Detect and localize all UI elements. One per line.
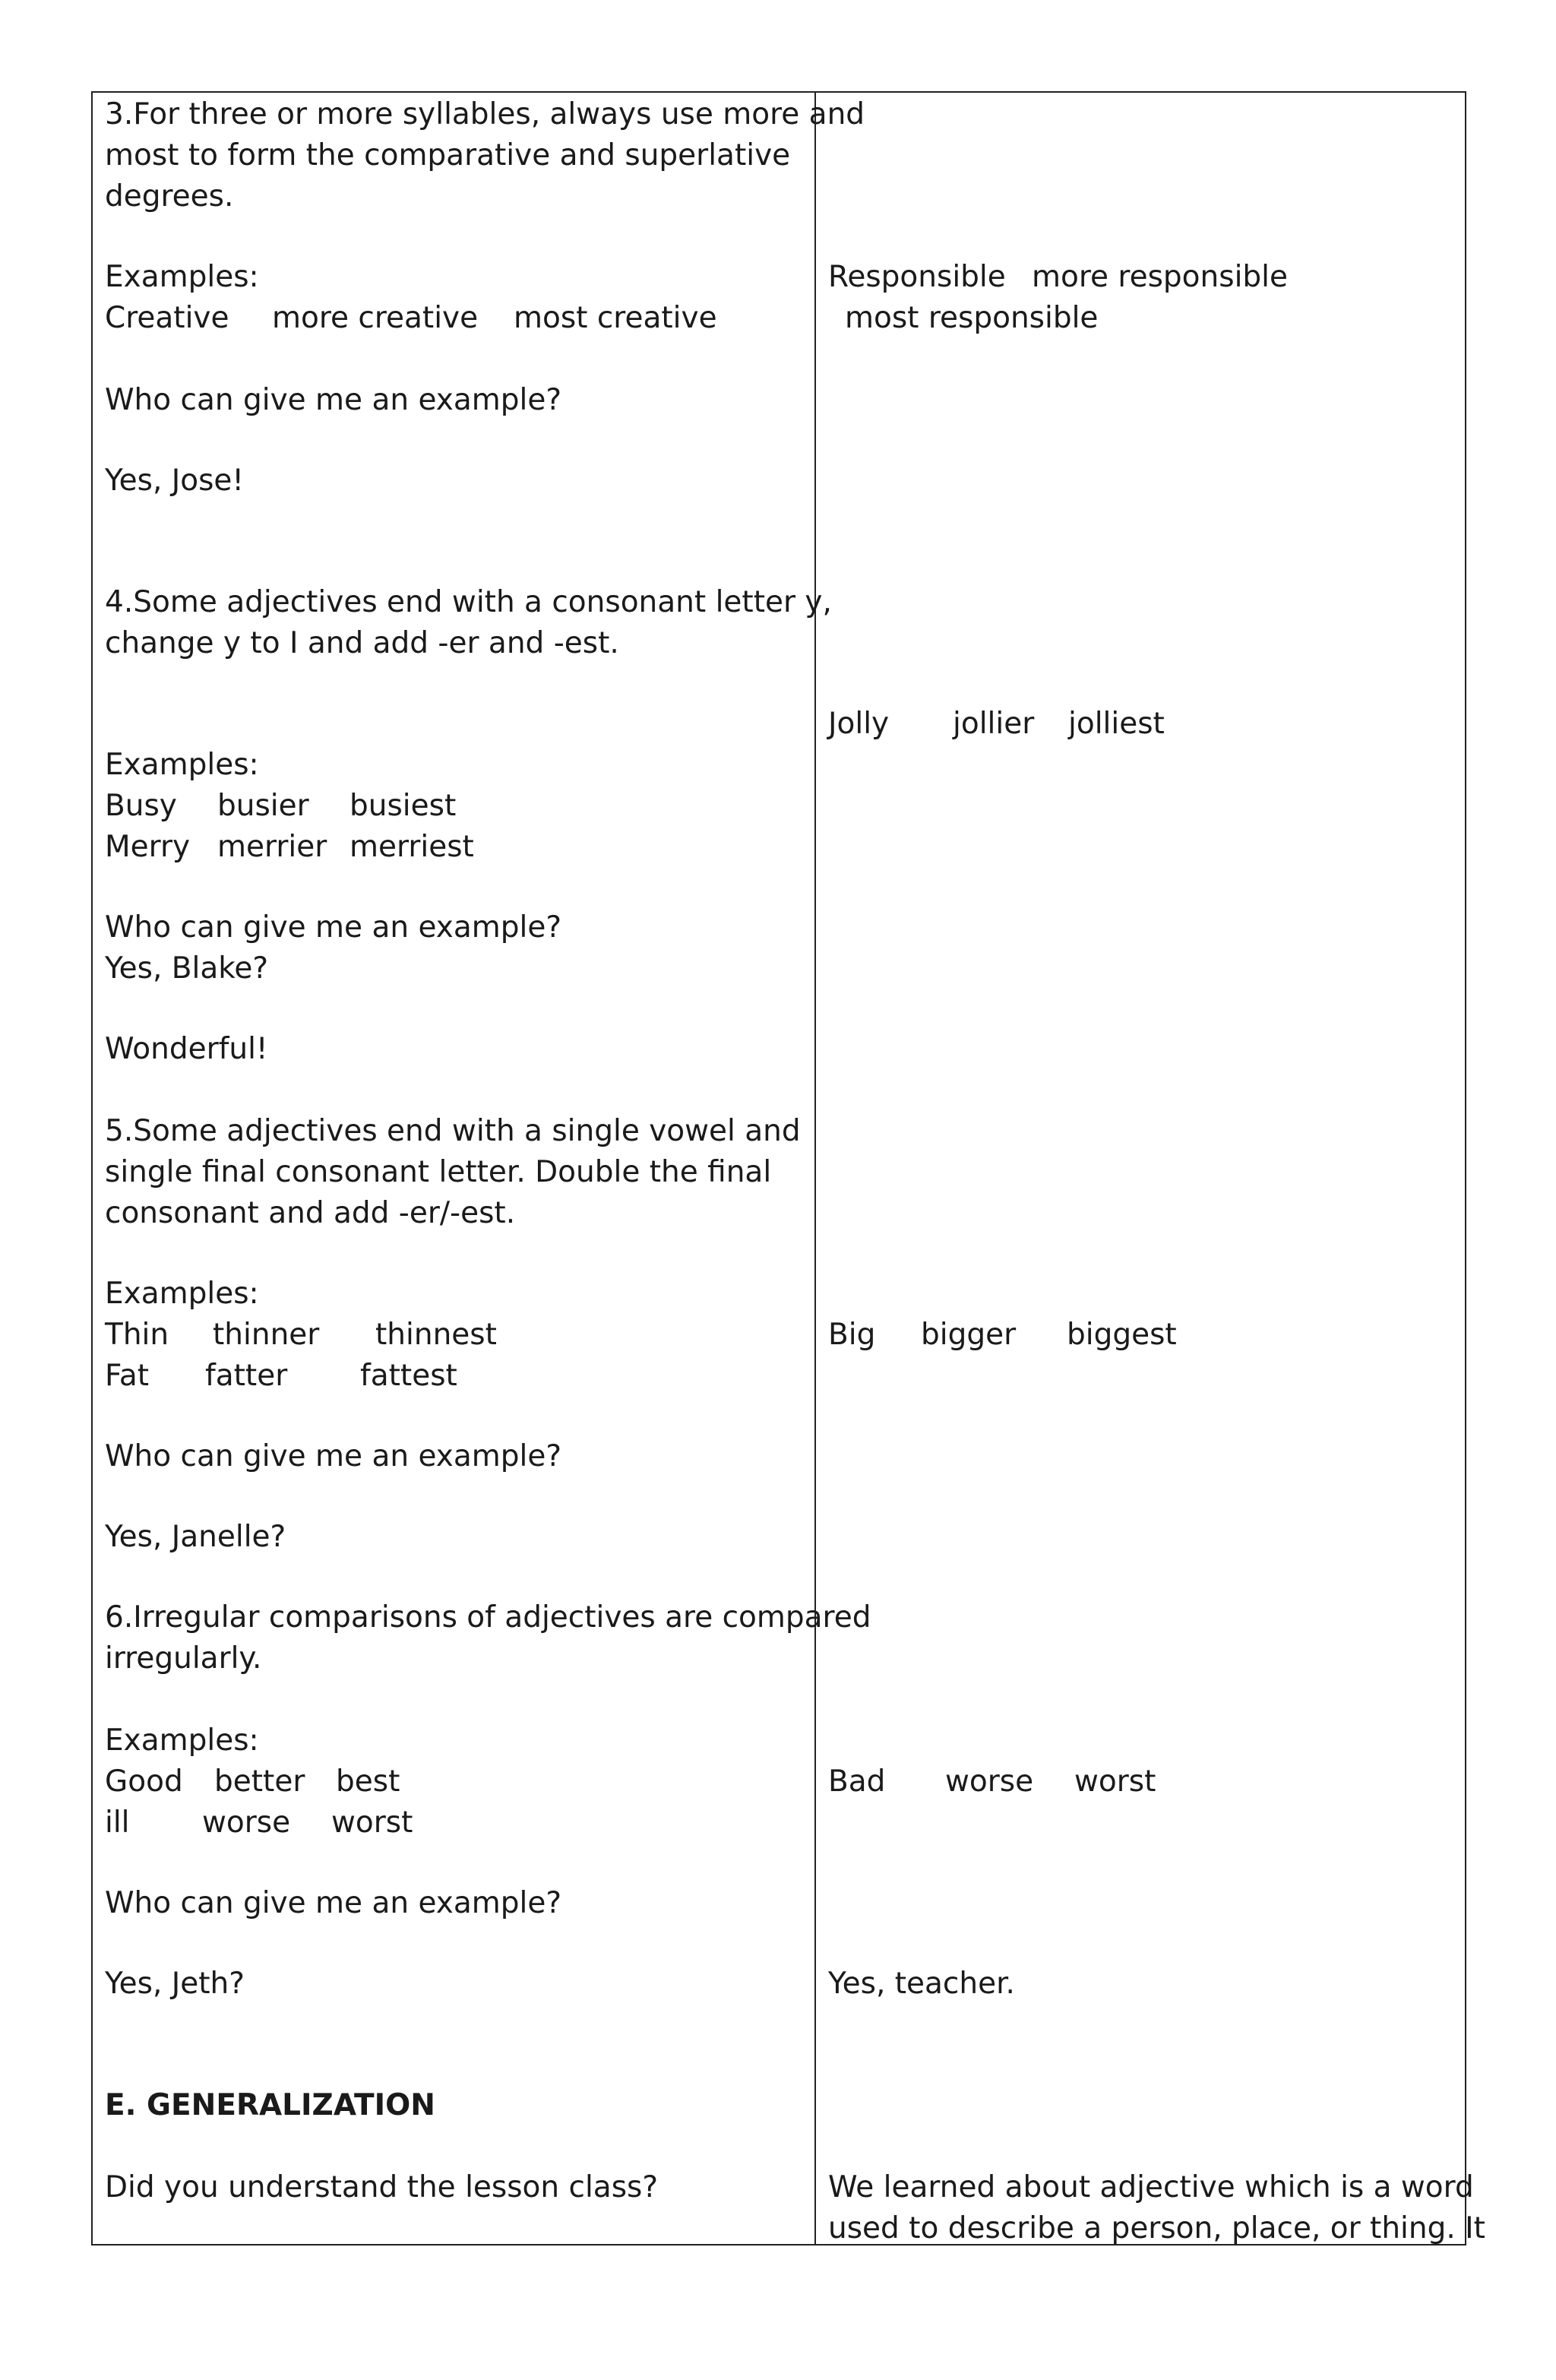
pupil-example-word: Jolly [828,707,890,741]
rule-5-line-3: consonant and add -er/-est. [105,1196,516,1230]
example-comparative: thinner [213,1318,320,1352]
example-word: Good [105,1764,183,1799]
pupil-example-superlative: biggest [1067,1318,1177,1352]
teacher-call-janelle: Yes, Janelle? [105,1520,286,1554]
teacher-question-understand: Did you understand the lesson class? [105,2170,659,2204]
example-superlative: worst [331,1806,413,1840]
rule-6-line-1: 6.Irregular comparisons of adjectives are compared [105,1600,871,1635]
rule-5-line-2: single final consonant letter. Double the final [105,1155,772,1189]
pupil-example-superlative: most responsible [845,301,1099,335]
example-word: ill [105,1806,130,1840]
pupil-example-comparative: worse [945,1764,1034,1799]
teacher-call-jeth: Yes, Jeth? [105,1967,245,2001]
example-comparative: busier [217,789,309,823]
rule-4-line-1: 4.Some adjectives end with a consonant letter y, [105,585,832,619]
teacher-question: Who can give me an example? [105,383,562,417]
teacher-question: Who can give me an example? [105,1886,562,1920]
rule-3-line-1: 3.For three or more syllables, always use more and [105,97,865,131]
example-word: Creative [105,301,229,335]
pupil-example-comparative: bigger [921,1318,1017,1352]
pupil-example-word: Responsible [828,260,1006,294]
example-word: Merry [105,830,191,864]
example-superlative: fattest [360,1359,457,1393]
rule-6-line-2: irregularly. [105,1641,262,1676]
column-divider [814,91,816,2245]
examples-label: Examples: [105,748,259,782]
section-heading-generalization: E. GENERALIZATION [105,2088,435,2122]
rule-3-line-3: degrees. [105,179,234,214]
pupil-answer-line-2: used to describe a person, place, or thing. It [828,2211,1485,2245]
example-comparative: better [214,1764,305,1799]
example-superlative: most creative [514,301,717,335]
rule-3-line-2: most to form the comparative and superlative [105,138,791,172]
example-superlative: busiest [349,789,457,823]
pupil-example-word: Bad [828,1764,886,1799]
rule-5-line-1: 5.Some adjectives end with a single vowel and [105,1114,801,1148]
examples-label: Examples: [105,260,259,294]
teacher-call-jose: Yes, Jose! [105,464,245,498]
pupil-answer-line-1: We learned about adjective which is a word [828,2170,1474,2204]
example-word: Thin [105,1318,169,1352]
teacher-question: Who can give me an example? [105,1439,562,1473]
pupil-example-comparative: more responsible [1032,260,1288,294]
examples-label: Examples: [105,1277,259,1311]
example-superlative: thinnest [375,1318,497,1352]
examples-label: Examples: [105,1723,259,1758]
example-comparative: worse [202,1806,291,1840]
pupil-example-word: Big [828,1318,876,1352]
teacher-call-blake: Yes, Blake? [105,951,269,986]
pupil-example-superlative: jolliest [1068,707,1165,741]
pupil-example-comparative: jollier [953,707,1035,741]
rule-4-line-2: change y to I and add -er and -est. [105,626,619,660]
example-word: Fat [105,1359,150,1393]
teacher-praise: Wonderful! [105,1032,268,1066]
example-word: Busy [105,789,177,823]
teacher-question: Who can give me an example? [105,910,562,945]
pupil-response: Yes, teacher. [828,1967,1015,2001]
example-comparative: merrier [217,830,327,864]
example-comparative: fatter [205,1359,288,1393]
example-superlative: merriest [349,830,474,864]
example-comparative: more creative [272,301,479,335]
pupil-example-superlative: worst [1074,1764,1156,1799]
example-superlative: best [336,1764,400,1799]
